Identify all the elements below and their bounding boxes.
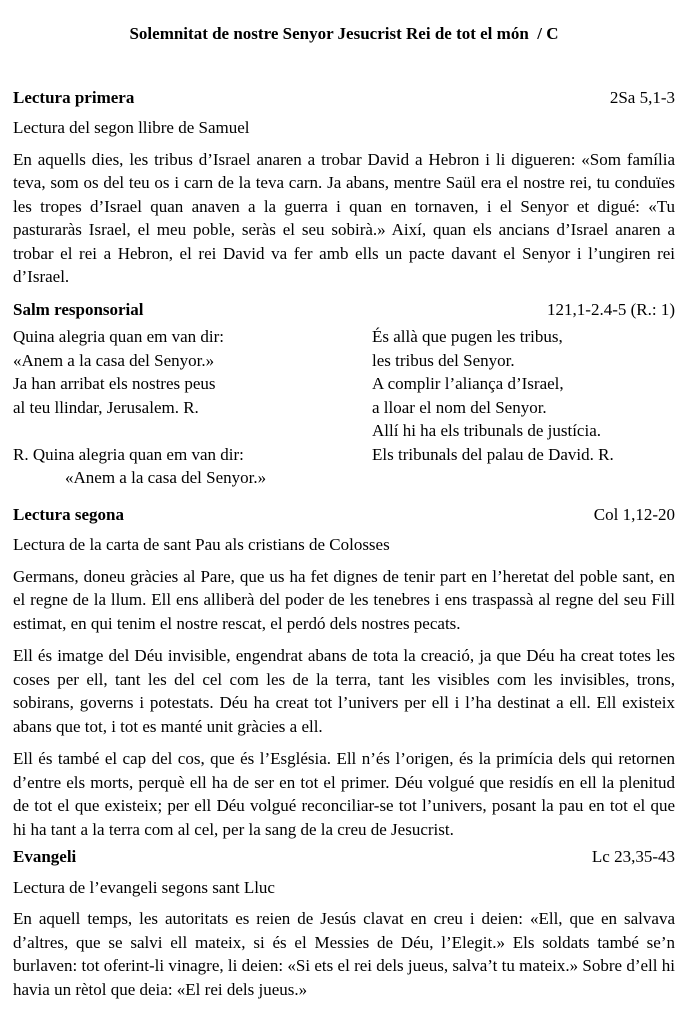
psalm-line: Quina alegria quan em van dir: bbox=[13, 327, 225, 346]
salm-heading-row bbox=[13, 298, 675, 322]
psalm-line: les tribus del Senyor. bbox=[372, 350, 515, 370]
lectura-segona-reference: Col 1,12-20 bbox=[593, 504, 675, 524]
reading-paragraph: Ell és també el cap del cos, que és l’Església. Ell n’és l’origen, és la primícia dels qui retornen d’entre els morts, perquè ell ha de ser en tot el primer. Déu volgué que residís en ell la plenitud de tot el que existeix; per ell Déu volgué reconciliar-se tot l’univers, posant la pau en tot el que hi ha tant a la terra com al cel, per la sang de la creu de Jesucrist. bbox=[13, 749, 675, 839]
salm-heading: Salm responsorial bbox=[13, 299, 144, 319]
section-lectura-segona bbox=[13, 503, 675, 842]
psalm-line: Ja han arribat els nostres peus bbox=[13, 374, 216, 393]
evangeli-heading-row bbox=[13, 845, 675, 869]
psalm-line: a lloar el nom del Senyor. bbox=[372, 397, 547, 417]
reading-paragraph: Germans, doneu gràcies al Pare, que us ha fet dignes de tenir part en l’heretat del poble sant, en el regne de la llum. Ell ens alliberà del poder de les tenebres i ens traspassà al regne del seu Fill estimat, en qui tenim el nostre rescat, el perdó dels nostres pecats. bbox=[13, 566, 675, 633]
psalm-line: Allí hi ha els tribunals de justícia. bbox=[372, 421, 601, 440]
psalm-left-column bbox=[13, 325, 372, 490]
document-title: Solemnitat de nostre Senyor Jesucrist Rei de tot el món / C bbox=[129, 24, 559, 43]
reading-paragraph: Ell és imatge del Déu invisible, engendrat abans de tota la creació, ja que Déu ha creat totes les coses per ell, tant les del cel com les de la terra, tant les visibles com les invisibles, trons, sobirans, governs i potestats. Déu ha creat tot l’univers per ell i l’ha destinat a ell. Ell existeix abans que tot, i tot es manté unit gràcies a ell. bbox=[13, 646, 675, 736]
salm-reference: 121,1-2.4-5 (R.: 1) bbox=[547, 299, 675, 319]
psalm-line: al teu llindar, Jerusalem. R. bbox=[13, 397, 199, 417]
lectura-primera-reference: 2Sa 5,1-3 bbox=[609, 87, 675, 107]
reading-paragraph: En aquell temps, les autoritats es reien de Jesús clavat en creu i deien: «Ell, que en salvava d’altres, que se salvi ell mateix, si és el Messies de Déu, l’Elegit.» Els soldats també se’n burlaven: tot oferint-li vinagre, li deien: «Si ets el rei dels jueus, salva’t tu mateix.» Sobre d’ell hi havia un rètol que deia: «El rei dels jueus.» bbox=[13, 909, 675, 999]
psalm-line-blank bbox=[13, 419, 372, 443]
lectura-primera-heading: Lectura primera bbox=[13, 87, 135, 107]
psalm-line: És allà que pugen les tribus, bbox=[372, 327, 563, 346]
lectura-segona-heading: Lectura segona bbox=[13, 504, 124, 524]
section-lectura-primera bbox=[13, 86, 675, 289]
lectura-segona-source: Lectura de la carta de sant Pau als cristians de Colosses bbox=[13, 535, 390, 554]
lectura-primera-source: Lectura del segon llibre de Samuel bbox=[13, 118, 250, 137]
lectura-primera-heading-row bbox=[13, 86, 675, 110]
psalm-line: A complir l’aliança d’Israel, bbox=[372, 374, 564, 393]
evangeli-heading: Evangeli bbox=[13, 847, 77, 866]
psalm-right-column bbox=[372, 325, 675, 490]
section-evangeli bbox=[13, 845, 675, 1001]
evangeli-reference: Lc 23,35-43 bbox=[591, 847, 675, 866]
section-salm-responsorial bbox=[13, 298, 675, 490]
psalm-line: «Anem a la casa del Senyor.» bbox=[13, 350, 215, 370]
psalm-line: Els tribunals del palau de David. R. bbox=[372, 444, 614, 464]
reading-paragraph: En aquells dies, les tribus d’Israel anaren a trobar David a Hebron i li digueren: «Som família teva, som os del teu os i carn de la teva carn. Ja abans, mentre Saül era el nostre rei, tu conduïes les tropes d’Israel quan anaven a la guerra i quan en tornaven, i el Senyor et digué: «Tu pasturaràs Israel, el meu poble, seràs el seu sobirà.» Així, quan els ancians d’Israel anaren a trobar el rei a Hebron, el rei David va fer amb ells un pacte davant el Senyor i l’ungiren rei d’Israel. bbox=[13, 149, 675, 286]
psalm-line: «Anem a la casa del Senyor.» bbox=[65, 468, 267, 487]
evangeli-source: Lectura de l’evangeli segons sant Lluc bbox=[13, 877, 275, 897]
psalm-line: R. Quina alegria quan em van dir: bbox=[13, 444, 244, 464]
psalm-columns bbox=[13, 325, 675, 490]
lectura-segona-heading-row bbox=[13, 503, 675, 527]
